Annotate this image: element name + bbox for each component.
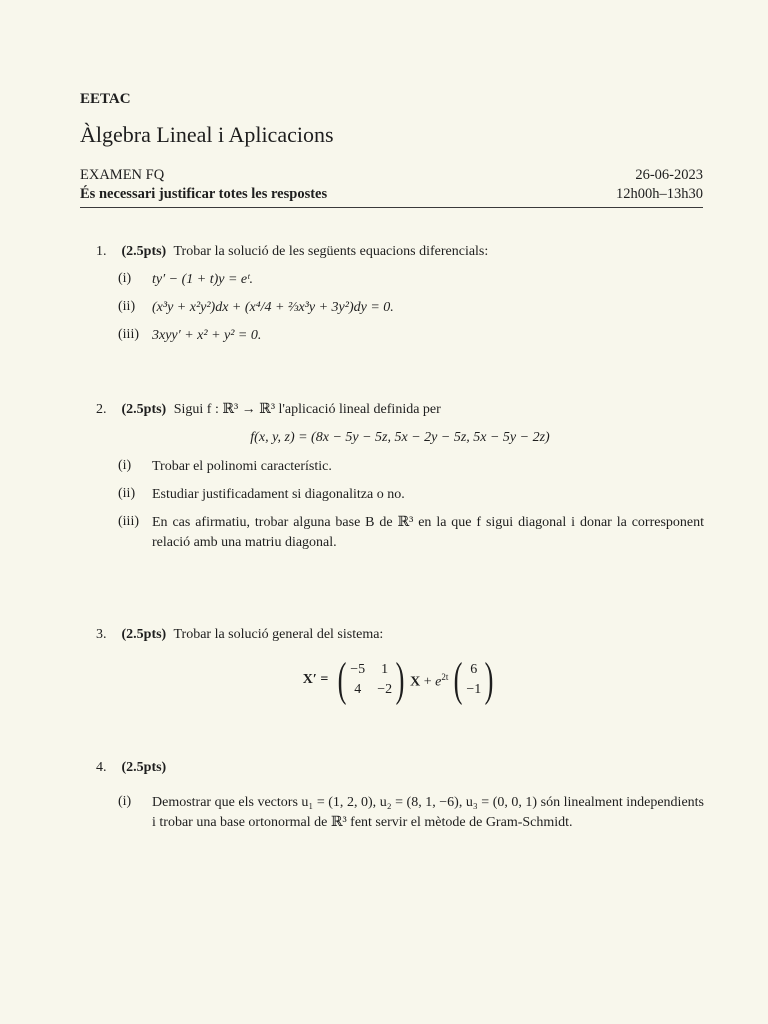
coefficient-matrix (350, 661, 392, 699)
matrix-entry: 4 (354, 682, 362, 697)
header-right (616, 166, 703, 204)
problem-number: 3. (96, 627, 107, 642)
problem-points: (2.5pts) (121, 244, 167, 259)
problem-2-items (96, 457, 704, 553)
item-text: 3xyy′ + x² + y² = 0. (152, 328, 262, 343)
equation-middle: $X + e^{2t}$ (410, 672, 449, 690)
problem-number: 1. (96, 244, 107, 259)
item-label: (i) (118, 271, 132, 286)
list-item (118, 298, 704, 318)
matrix-entry: 1 (381, 662, 389, 677)
item-text: (x³y + x²y²)dx + (x⁴/4 + ⅔x³y + 3y²)dy = 0. (152, 300, 394, 315)
problem-number: 2. (96, 402, 107, 417)
problem-4 (96, 759, 704, 841)
list-item (118, 270, 704, 290)
problem-4-head (96, 759, 704, 777)
list-item (118, 457, 704, 477)
problem-points: (2.5pts) (121, 627, 167, 642)
header-left (80, 166, 327, 204)
item-label: (i) (118, 794, 132, 809)
matrix-entry: −2 (377, 682, 393, 697)
matrix-entry: −5 (350, 662, 366, 677)
item-text: Trobar el polinomi característic. (152, 459, 332, 474)
item-text: ty′ − (1 + t)y = eᵗ. (152, 272, 254, 287)
left-paren: ( (337, 653, 347, 706)
item-label: (iii) (118, 514, 139, 529)
equation-lhs: X′ = (302, 672, 329, 687)
map-definition: f(x, y, z) = (8x − 5y − 5z, 5x − 2y − 5z, 5x − 5y − 2z) (250, 430, 550, 445)
exam-time: 12h00h–13h30 (616, 186, 703, 202)
item-label: (i) (118, 458, 132, 473)
problem-2-head (96, 401, 704, 419)
problem-points: (2.5pts) (121, 402, 167, 417)
header-rule (80, 207, 703, 208)
item-text: Estudiar justificadament si diagonalitza o no. (152, 487, 405, 502)
problem-3 (96, 626, 704, 706)
exam-date: 26-06-2023 (635, 167, 703, 183)
institution: EETAC (80, 91, 131, 107)
problem-3-head (96, 626, 704, 644)
list-item (118, 513, 704, 553)
item-text: En cas afirmatiu, trobar alguna base B de ℝ³ en la que f sigui diagonal i donar la corresponent relació amb una matriu diagonal. (152, 515, 704, 550)
list-item (118, 485, 704, 505)
list-item (118, 326, 704, 346)
problem-2 (96, 401, 704, 561)
vector-entry: −1 (466, 682, 482, 697)
problem-statement: Trobar la solució general del sistema: (173, 627, 384, 642)
problem-4-items (96, 793, 704, 833)
exam-type: EXAMEN FQ (80, 167, 165, 183)
item-label: (ii) (118, 299, 136, 314)
right-paren: ) (395, 653, 405, 706)
forcing-vector (466, 661, 481, 699)
instructions: És necessari justificar totes les respostes (80, 186, 328, 202)
item-label: (ii) (118, 486, 136, 501)
vector-entry: 6 (470, 662, 478, 677)
exponent: 2t (441, 672, 449, 683)
problem-number: 4. (96, 760, 107, 775)
problem-points: (2.5pts) (121, 760, 167, 775)
item-label: (iii) (118, 327, 139, 342)
problem-statement: Sigui f : ℝ³ → ℝ³ l'aplicació lineal definida per (173, 402, 441, 417)
problem-statement: Trobar la solució de les següents equacions diferencials: (173, 244, 489, 259)
system-equation (96, 653, 704, 706)
item-text: Demostrar que els vectors u₁ = (1, 2, 0), u₂ = (8, 1, −6), u₃ = (0, 0, 1) són linealment independients i trobar una base ortonormal de ℝ³ fent servir el mètode de Gram-Schmidt. (152, 795, 704, 830)
problem-1-items (96, 270, 704, 346)
problem-1 (96, 243, 704, 354)
course-title: Àlgebra Lineal i Aplicacions (80, 122, 334, 147)
right-paren: ) (484, 653, 494, 706)
left-paren: ( (453, 653, 463, 706)
list-item (118, 793, 704, 833)
problem-1-head (96, 243, 704, 261)
